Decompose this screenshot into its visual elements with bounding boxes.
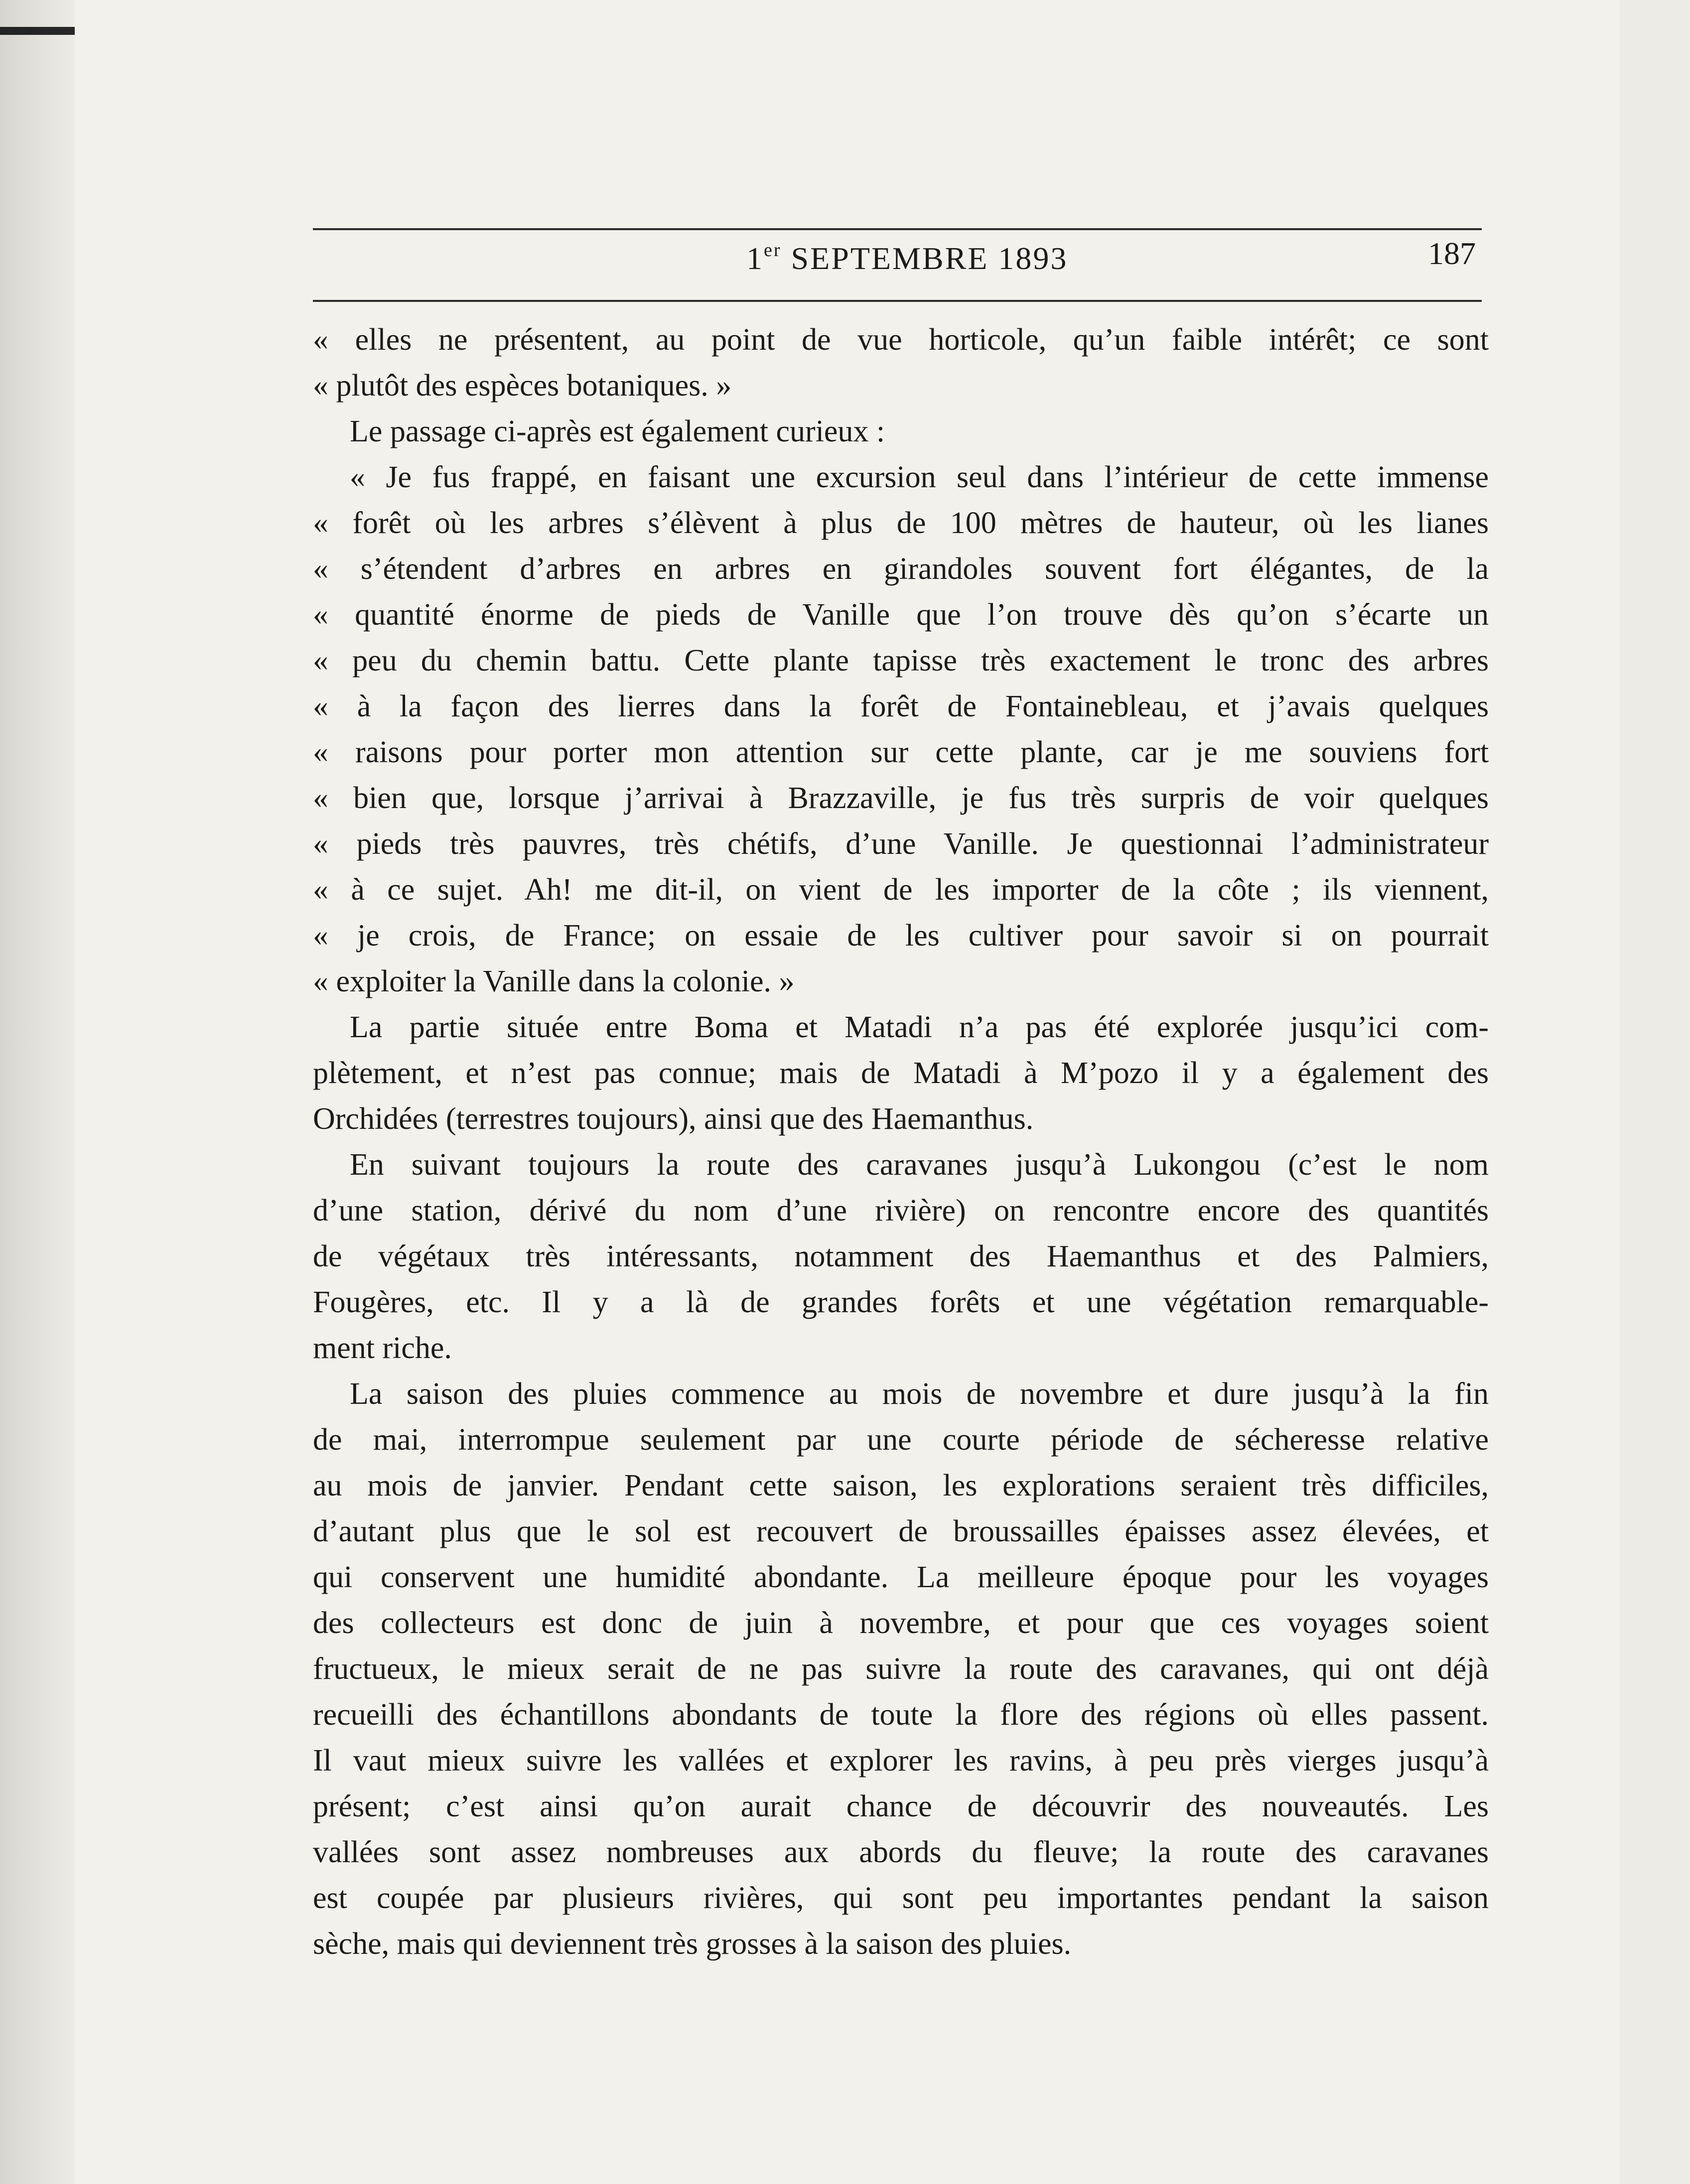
text-line: de mai, interrompue seulement par une courte période de sécheresse relative xyxy=(313,1423,1489,1457)
page-number: 187 xyxy=(1428,236,1476,271)
scan-edge xyxy=(0,0,75,2184)
text-line: d’une station, dérivé du nom d’une rivière) on rencontre encore des quantités xyxy=(313,1194,1489,1228)
text-line: « quantité énorme de pieds de Vanille que l’on trouve dès qu’on s’écarte un xyxy=(313,598,1489,632)
text-line: « plutôt des espèces botaniques. » xyxy=(313,369,732,403)
text-line: sèche, mais qui deviennent très grosses à la saison des pluies. xyxy=(313,1927,1072,1961)
text-line: au mois de janvier. Pendant cette saison, les explorations seraient très difficiles, xyxy=(313,1469,1489,1502)
text-line: En suivant toujours la route des caravanes jusqu’à Lukongou (c’est le nom xyxy=(350,1148,1489,1182)
text-line: ment riche. xyxy=(313,1331,452,1365)
text-line: La saison des pluies commence au mois de novembre et dure jusqu’à la fin xyxy=(350,1377,1489,1411)
text-line: plètement, et n’est pas connue; mais de Matadi à M’pozo il y a également des xyxy=(313,1056,1489,1090)
text-line: de végétaux très intéressants, notamment des Haemanthus et des Palmiers, xyxy=(313,1239,1489,1273)
text-line: d’autant plus que le sol est recouvert de broussailles épaisses assez élevées, et xyxy=(313,1514,1489,1548)
text-line: « exploiter la Vanille dans la colonie. » xyxy=(313,964,795,998)
text-line: « à la façon des lierres dans la forêt de Fontainebleau, et j’avais quelques xyxy=(313,689,1489,723)
text-line: « bien que, lorsque j’arrivai à Brazzaville, je fus très surpris de voir quelques xyxy=(313,781,1489,815)
text-line: Le passage ci-après est également curieux : xyxy=(350,414,885,448)
header-rule-top xyxy=(313,228,1482,230)
header-rule-bottom xyxy=(313,300,1482,302)
book-page xyxy=(75,0,1619,2184)
body-text xyxy=(313,317,1489,1967)
text-line: « peu du chemin battu. Cette plante tapisse très exactement le tronc des arbres xyxy=(313,644,1489,678)
text-line: Il vaut mieux suivre les vallées et explorer les ravins, à peu près vierges jusqu’à xyxy=(313,1744,1489,1777)
text-line: fructueux, le mieux serait de ne pas suivre la route des caravanes, qui ont déjà xyxy=(313,1652,1489,1686)
text-line: qui conservent une humidité abondante. La meilleure époque pour les voyages xyxy=(313,1560,1489,1594)
text-line: « je crois, de France; on essaie de les cultiver pour savoir si on pourrait xyxy=(313,919,1489,953)
running-header xyxy=(313,228,1482,302)
text-line: « raisons pour porter mon attention sur cette plante, car je me souviens fort xyxy=(313,735,1489,769)
header-date-superscript: er xyxy=(764,240,782,261)
text-line: La partie située entre Boma et Matadi n’a pas été explorée jusqu’ici com- xyxy=(350,1010,1489,1044)
text-line: présent; c’est ainsi qu’on aurait chance de découvrir des nouveautés. Les xyxy=(313,1789,1489,1823)
text-line: « elles ne présentent, au point de vue horticole, qu’un faible intérêt; ce sont xyxy=(313,323,1489,357)
text-line: « à ce sujet. Ah! me dit-il, on vient de les importer de la côte ; ils viennent, xyxy=(313,873,1489,907)
text-line: « Je fus frappé, en faisant une excursion seul dans l’intérieur de cette immense xyxy=(350,460,1489,494)
header-date-text: SEPTEMBRE 1893 xyxy=(791,241,1068,276)
header-date xyxy=(746,239,1068,277)
header-date-number: 1 xyxy=(746,241,764,276)
text-line: « s’étendent d’arbres en arbres en girandoles souvent fort élégantes, de la xyxy=(313,552,1489,586)
text-line: Orchidées (terrestres toujours), ainsi que des Haemanthus. xyxy=(313,1102,1034,1136)
text-line: des collecteurs est donc de juin à novembre, et pour que ces voyages soient xyxy=(313,1606,1489,1640)
text-line: recueilli des échantillons abondants de toute la flore des régions où elles passent. xyxy=(313,1698,1489,1732)
text-line: vallées sont assez nombreuses aux abords du fleuve; la route des caravanes xyxy=(313,1835,1489,1869)
text-line: « forêt où les arbres s’élèvent à plus de 100 mètres de hauteur, où les lianes xyxy=(313,506,1489,540)
text-line: est coupée par plusieurs rivières, qui sont peu importantes pendant la saison xyxy=(313,1881,1489,1915)
text-line: Fougères, etc. Il y a là de grandes forêts et une végétation remarquable- xyxy=(313,1285,1489,1319)
text-line: « pieds très pauvres, très chétifs, d’une Vanille. Je questionnai l’administrateur xyxy=(313,827,1489,861)
